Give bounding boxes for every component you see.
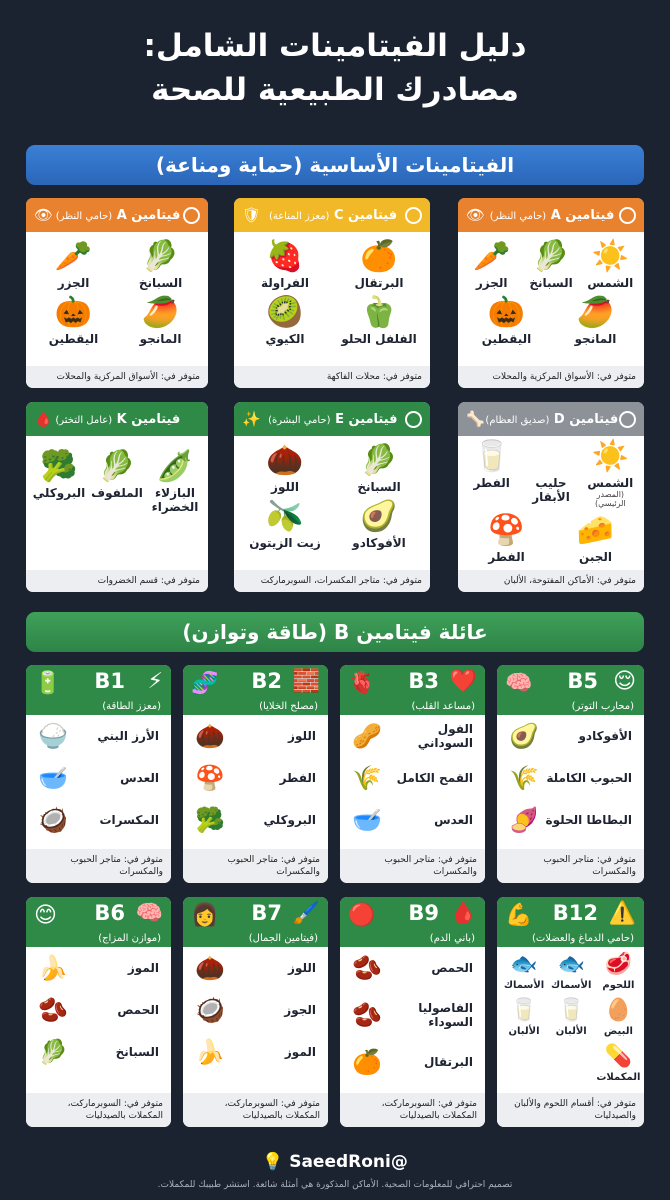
pumpkin-icon: 🎃 [487,295,526,330]
vitamin-card-e: فيتامين E (حامي البشرة) ✨ 🥬 السبانخ 🌰 اللوز 🥑 الأفوكادو 🫒 زيت الزيتون متوفر في: متاجر المكسرات، السوبرماركت [234,402,430,592]
b2-card: 🧱 B2 🧬 (مصلح الخلايا) اللوز 🌰 الفطر 🍄 البروكلي 🥦 متوفر في: متاجر الحبوب والمكسرات [183,665,328,883]
vitamin-card-a-right: فيتامين A (حامي النظر) 👁 ☀️ الشمس 🥬 السبانخ 🥕 الجزر 🥭 المانجو 🎃 اليقطين متوفر في: الأسواق المركزية والمحلات [458,198,644,388]
food-item: 🥭 المانجو [553,294,638,346]
b6-card: 🧠 B6 😊 (موازن المزاج) الموز 🍌 الحمص 🫘 السبانخ 🥬 متوفر في: السوبرماركت، المكملات بالصيدليات [26,897,171,1127]
list-item: الجوز 🥥 [195,996,316,1024]
list-item: البطاطا الحلوة 🍠 [509,806,632,834]
list-item: الأفوكادو 🥑 [509,722,632,750]
food-item: 🥛 الألبان [500,997,547,1039]
food-item: 🍄 الفطر [464,512,549,564]
blood-drop-icon: 🩸 [34,410,53,428]
milk-icon: 🥛 [473,439,511,474]
food-item: 🎃 اليقطين [464,294,549,346]
lentil-icon: 🥣 [352,806,382,834]
vitamin-card-a-left: فيتامين A (حامي النظر) 👁 🥬 السبانخ 🥕 الجزر 🥭 المانجو 🎃 اليقطين متوفر في: الأسواق المركزية والمحلات [26,198,208,388]
b3-card: ❤️ B3 🫀 (مساعد القلب) الفول السوداني 🥜 القمح الكامل 🌾 العدس 🥣 متوفر في: متاجر الحبوب والمكسرات [340,665,485,883]
food-item: 🍓 الفراولة [240,238,330,290]
card-footer: متوفر في: متاجر الحبوب والمكسرات [26,849,171,883]
list-item: الفول السوداني 🥜 [352,722,473,750]
circle-icon [183,207,200,224]
food-item: 🥑 الأفوكادو [334,498,424,550]
section-banner-essential: الفيتامينات الأساسية (حماية ومناعة) [26,145,644,185]
banana-icon: 🍌 [195,1038,225,1066]
brain-icon: 🧠 [135,901,163,926]
spinach-icon: 🥬 [360,443,398,478]
brick-icon: 🧱 [292,669,320,694]
food-item: 🫑 الفلفل الحلو [334,294,424,346]
pumpkin-icon: 🎃 [54,295,93,330]
egg-icon: 🥚 [604,998,633,1023]
cabbage-icon: 🥬 [98,449,136,484]
fish-icon: 🐟 [557,952,585,977]
list-item: الموز 🍌 [38,954,159,982]
almond-icon: 🌰 [266,443,304,478]
pepper-icon: 🫑 [360,295,398,330]
card-footer: متوفر في: الأماكن المفتوحة، الألبان [458,570,644,592]
food-item: 🐟 الأسماك [548,951,595,993]
food-item: 💊 المكملات [596,1044,641,1083]
brush-icon: 🖌️ [292,901,320,926]
spinach-icon: 🥬 [532,239,570,274]
list-item: اللوز 🌰 [195,954,316,982]
brain-icon: 🧠 [505,671,533,696]
broccoli-icon: 🥦 [40,449,78,484]
peanut-icon: 🥜 [352,722,382,750]
bean-icon: 🫘 [352,1001,382,1029]
card-footer: متوفر في: السوبرماركت، المكملات بالصيدليات [183,1093,328,1127]
eye-icon: 👁 [466,206,486,224]
food-item: 🥬 السبانخ [119,238,203,290]
peas-icon: 🫛 [156,449,194,484]
bone-icon: 🦴 [466,410,485,428]
mushroom-icon: 🍄 [195,764,225,792]
card-footer: متوفر في: قسم الخضروات [26,570,208,592]
circle-icon [619,207,636,224]
smile-icon: 😌 [613,669,636,694]
mango-icon: 🥭 [141,295,180,330]
food-item: 🥬 السبانخ [334,442,424,494]
list-item: العدس 🥣 [352,806,473,834]
fish-icon: 🐟 [510,952,538,977]
wheat-icon: 🌾 [352,764,382,792]
carrot-icon: 🥕 [54,239,93,274]
woman-icon: 👩 [191,903,219,928]
card-footer: متوفر في: متاجر الحبوب والمكسرات [340,849,485,883]
vitamin-card-c: فيتامين C (معزز المناعة) 🛡 🍊 البرتقال 🍓 الفراولة 🫑 الفلفل الحلو 🥝 الكيوي متوفر في: محلات الفاكهة [234,198,430,388]
heart-icon: ❤️ [449,669,477,694]
shield-icon: 🛡 [242,206,262,224]
food-item: حليب الأبقار [532,476,570,504]
food-item: 🥬 السبانخ [523,238,580,290]
vitamin-card-k: فيتامين K (عامل التخثر) 🩸 🫛 البازلاء الخضراء 🥬 الملفوف 🥦 البروكلي متوفر في: قسم الخضروات [26,402,208,592]
chickpea-icon: 🫘 [38,996,68,1024]
food-item: 🐟 الأسماك [500,951,547,993]
food-item: 🥛 الفطر [463,438,520,508]
almond-icon: 🌰 [195,954,225,982]
list-item: اللوز 🌰 [195,722,316,750]
blood-drop-icon: 🩸 [449,901,477,926]
lentil-icon: 🥣 [38,764,68,792]
food-item: 🫛 البازلاء الخضراء [147,448,203,514]
food-item: 🥬 الملفوف [91,449,143,500]
list-item: الفطر 🍄 [195,764,316,792]
wheat-icon: 🌾 [509,764,539,792]
food-item: 🫒 زيت الزيتون [240,498,330,550]
circle-icon [405,411,422,428]
food-item: 🥕 الجزر [32,238,116,290]
circle-icon [405,207,422,224]
list-item: الحمص 🫘 [38,996,159,1024]
pill-icon: 💊 [604,1044,633,1069]
list-item: الحمص 🫘 [352,954,473,982]
food-item: ☀️ الشمس (المصدر الرئيسي) [582,438,639,508]
sparkle-icon: ✨ [242,410,261,428]
olive-oil-icon: 🫒 [266,499,304,534]
meat-icon: 🥩 [604,952,633,977]
b9-card: 🩸 B9 🔴 (باني الدم) الحمص 🫘 الفاصوليا السوداء 🫘 البرتقال 🍊 متوفر في: السوبرماركت، المكملات بالصيدليات [340,897,485,1127]
anatomical-heart-icon: 🫀 [348,671,376,696]
food-item: 🥚 البيض [595,997,642,1039]
milk-icon: 🥛 [557,998,585,1023]
section-banner-b-family: عائلة فيتامين B (طاقة وتوازن) [26,612,644,652]
lightning-icon: ⚡ [147,669,163,694]
card-footer: متوفر في: الأسواق المركزية والمحلات [26,366,208,388]
broccoli-icon: 🥦 [195,806,225,834]
food-item: ☀️ الشمس [582,238,639,290]
strawberry-icon: 🍓 [266,239,304,274]
card-footer: متوفر في: محلات الفاكهة [234,366,430,388]
food-item: 🎃 اليقطين [32,294,116,346]
battery-icon: 🔋 [34,671,62,696]
page-title: دليل الفيتامينات الشامل: مصادرك الطبيعية للصحة [143,28,527,108]
walnut-icon: 🥥 [195,996,225,1024]
avocado-icon: 🥑 [509,722,539,750]
dna-icon: 🧬 [191,671,219,696]
food-item: 🥕 الجزر [463,238,520,290]
lightbulb-icon: 💡 [262,1152,284,1172]
milk-icon: 🥛 [510,998,538,1023]
spinach-icon: 🥬 [141,239,180,274]
list-item: العدس 🥣 [38,764,159,792]
smile-icon: 😊 [34,903,57,928]
sun-icon: ☀️ [591,439,630,474]
list-item: القمح الكامل 🌾 [352,764,473,792]
b5-card: 😌 B5 🧠 (محارب التوتر) الأفوكادو 🥑 الحبوب الكاملة 🌾 البطاطا الحلوة 🍠 متوفر في: متاجر الحبوب والمكسرات [497,665,644,883]
vitamin-card-d: فيتامين D (صديق العظام) 🦴 ☀️ الشمس (المصدر الرئيسي) حليب الأبقار 🥛 الفطر 🧀 الجبن 🍄 الفطر متوفر في: الأماكن المفتوحة، الألبان [458,402,644,592]
chickpea-icon: 🫘 [352,954,382,982]
sweet-potato-icon: 🍠 [509,806,539,834]
card-footer: متوفر في: متاجر الحبوب والمكسرات [497,849,644,883]
list-item: السبانخ 🥬 [38,1038,159,1066]
b7-card: 🖌️ B7 👩 (فيتامين الجمال) اللوز 🌰 الجوز 🥥 الموز 🍌 متوفر في: السوبرماركت، المكملات بالصيدليات [183,897,328,1127]
avocado-icon: 🥑 [360,499,398,534]
food-item: 🥝 الكيوي [240,294,330,346]
list-item: الأرز البني 🍚 [38,722,159,750]
spinach-icon: 🥬 [38,1038,68,1066]
carrot-icon: 🥕 [473,239,511,274]
card-footer: متوفر في: متاجر الحبوب والمكسرات [183,849,328,883]
card-footer: متوفر في: السوبرماركت، المكملات بالصيدليات [340,1093,485,1127]
b12-card: ⚠️ B12 💪 (حامي الدماغ والعضلات) 🥩 اللحوم 🐟 الأسماك 🐟 الأسماك 🥚 البيض 🥛 الألبان 🥛 الألبان 💊 المكملات متوفر في: أقسام اللحوم والألبان والصيدليات [497,897,644,1127]
banana-icon: 🍌 [38,954,68,982]
eye-icon: 👁 [34,206,54,224]
mushroom-icon: 🍄 [487,513,526,548]
food-item: 🥭 المانجو [119,294,203,346]
food-item: 🌰 اللوز [240,442,330,494]
mango-icon: 🥭 [576,295,615,330]
list-item: المكسرات 🥥 [38,806,159,834]
almond-icon: 🌰 [195,722,225,750]
cheese-icon: 🧀 [576,513,615,548]
kiwi-icon: 🥝 [266,295,304,330]
food-item: 🥛 الألبان [548,997,595,1039]
b1-card: ⚡ B1 🔋 (معزز الطاقة) الأرز البني 🍚 العدس 🥣 المكسرات 🥥 متوفر في: متاجر الحبوب والمكسرات [26,665,171,883]
list-item: الموز 🍌 [195,1038,316,1066]
card-footer: متوفر في: السوبرماركت، المكملات بالصيدليات [26,1093,171,1127]
card-footer: متوفر في: الأسواق المركزية والمحلات [458,366,644,388]
food-item: 🥦 البروكلي [32,449,86,500]
author-credit: @SaeedRoni 💡 [262,1152,408,1172]
rice-icon: 🍚 [38,722,68,750]
sun-icon: ☀️ [591,239,630,274]
nuts-icon: 🥥 [38,806,68,834]
card-footer: متوفر في: متاجر المكسرات، السوبرماركت [234,570,430,592]
list-item: البروكلي 🥦 [195,806,316,834]
food-item: 🥩 اللحوم [595,951,642,993]
warning-icon: ⚠️ [608,901,636,926]
muscle-icon: 💪 [505,903,533,928]
list-item: الفاصوليا السوداء 🫘 [352,1001,473,1029]
list-item: الحبوب الكاملة 🌾 [509,764,632,792]
orange-icon: 🍊 [352,1048,382,1076]
food-item: 🧀 الجبن [553,512,638,564]
orange-icon: 🍊 [360,239,398,274]
list-item: البرتقال 🍊 [352,1048,473,1076]
blood-cells-icon: 🔴 [348,903,376,928]
card-footer: متوفر في: أقسام اللحوم والألبان والصيدليات [497,1093,644,1127]
disclaimer: تصميم احترافي للمعلومات الصحية. الأماكن المذكورة هي أمثلة شائعة. استشر طبيبك للمكملات. [157,1180,513,1190]
circle-icon [619,411,636,428]
food-item: 🍊 البرتقال [334,238,424,290]
